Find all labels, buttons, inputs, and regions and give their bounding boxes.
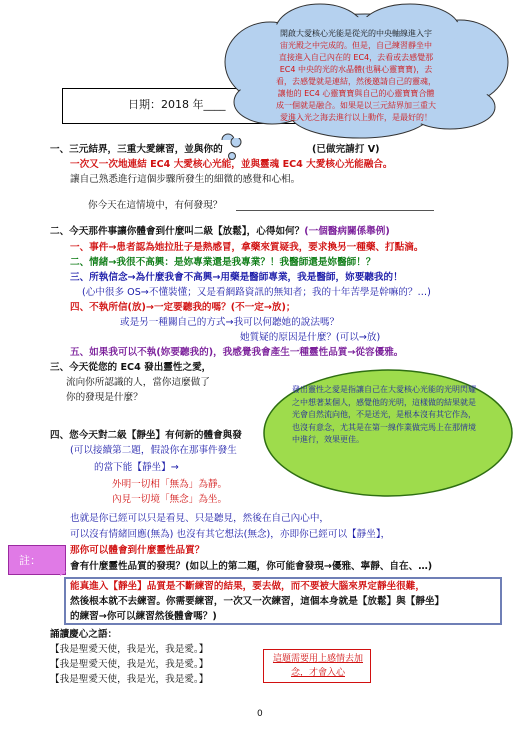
q1-line3: 讓自己熟悉進行這個步驟所發生的細微的感覺和心相。 [70, 174, 301, 185]
cloud-text [246, 28, 466, 124]
q4-line9: 會有什麼靈性品質的發現？(如以上的第二題，你可能會發現→優雅、寧靜、自在、…) [70, 561, 433, 572]
cloud-line-6: 讓他的 EC4 心靈寶寶與自己的心靈寶寶合體 [277, 89, 435, 98]
q2-item-4b: 或是另一種關自己的方式→我可以何聽她的說法嗎？ [120, 317, 340, 328]
note-line-2: 然後根本就不去練習。你需要練習，一次又一次練習，這個本身就是【放鬆】與【靜坐】 [70, 596, 445, 607]
cloud-line-7: 成一個就是融合。如果是以三元結界加三重大 [276, 101, 436, 110]
q4-line4: 外明一切相「無為」為靜。 [112, 479, 228, 490]
q2-item-3b: (心中很多 OS→不懂裝懂；又是看網路資訊的無知者；我的十年苦學是幹嘛的？…) [82, 287, 431, 298]
note-line-1: 能真進入【靜坐】品質是不斷練習的結果，要去做，而不要被大腦來界定靜坐很難， [70, 581, 425, 592]
cloud-line-2: 宙光殿之中完成的。但是，自己練習靜坐中 [280, 41, 432, 50]
q4-line8: 那你可以體會到什麼靈性品質？ [70, 545, 205, 556]
q2-title [50, 224, 390, 239]
page-number: 0 [257, 709, 263, 719]
cloud-line-8: 愛進入光之海去進行以上動作，是最好的！ [280, 113, 432, 122]
q2-item-4c: 她質疑的原因是什麼？(可以→放) [240, 332, 381, 343]
q1-line2: 一次又一次地連結 EC4 大愛核心光能，並與靈魂 EC4 大愛核心光能融合。 [70, 159, 393, 170]
mantra-line-3: 【我是聖愛天使，我是光，我是愛。】 [50, 674, 209, 685]
q2-title-example: (一個醫病關係舉例) [304, 226, 390, 237]
q1-title-text: 一、三元結界，三重大愛練習，並與你的 [50, 144, 223, 155]
cloud-line-3: 直接進入自己內在的 EC4，去看或去感覺那 [278, 53, 434, 62]
oval-text: 發出靈性之愛是指讓自己在大愛核心光能的光明閃耀之中想著某個人，感覺他的光明，這樣做的結果就是光會自然流向他，不是送光，是根本沒有其它作為，也沒有意念，尤其是在第一線作業做完馬上在那情境中進行，效果更佳。 [292, 385, 476, 444]
note-callout: 註： [8, 545, 66, 575]
q3-line2: 流向你所認識的人，當你這麼做了 [66, 377, 210, 388]
q1-question: 你今天在這情境中，有何發現？ [88, 200, 223, 211]
q2-item-1: 一、事件→患者認為她拉肚子是熱感冒，拿藥來質疑我，要求換另一種藥、打點滴。 [70, 242, 424, 253]
q4-line2: (可以接續第二題，假設你在那事件發生 [70, 445, 237, 456]
q2-title-text: 二、今天那件事讓你體會到什麼叫二級【放鬆】，心得如何？ [50, 226, 305, 237]
q4-line5: 內見一切境「無念」為坐。 [112, 494, 228, 505]
reminder-text: 這題需要用上感情去加念，才會入心 [272, 654, 363, 678]
q1-answer-line[interactable] [236, 210, 434, 211]
q3-line3: 你的發現是什麼？ [66, 392, 143, 403]
date-blank[interactable]: ____ [203, 98, 226, 111]
q2-item-3: 三、所執信念→為什麼我會不高興→用藥是醫師專業，我是醫師，妳要聽我的！ [70, 272, 403, 283]
q2-item-5: 五、如果我可以不執(妳要聽我的)，我感覺我會產生一種靈性品質→從容優雅。 [70, 347, 404, 358]
cloud-line-4: EC4 中央的光的水晶體(也稱心靈寶寶)，去 [279, 65, 433, 74]
q1-title [50, 142, 223, 157]
cloud-tail [226, 138, 246, 168]
q4-line3: 的當下能【靜坐】→ [94, 462, 179, 473]
mantra-title: 誦讀慶心之語： [50, 629, 118, 640]
q2-item-4: 四、不執所信(放)→一定要聽我的嗎？(不一定→放)； [70, 302, 296, 313]
q4-title: 四、您今天對二級【靜坐】有何新的體會與發 [50, 430, 242, 441]
mantra-line-2: 【我是聖愛天使，我是光，我是愛。】 [50, 659, 209, 670]
cloud-line-1: 開啟大愛核心光能是從光的中央軸線進入宇 [280, 29, 432, 38]
q4-line6: 也就是你已經可以只是看見、只是聽見，然後在自己內心中， [70, 513, 330, 524]
q3-line1: 三、今天從您的 EC4 發出靈性之愛， [50, 362, 212, 373]
mantra-line-1: 【我是聖愛天使，我是光，我是愛。】 [50, 644, 209, 655]
q4-line7: 可以沒有情緒回應(無為) 也沒有其它想法(無念)，亦即你已經可以【靜坐】， [70, 529, 391, 540]
cloud-line-5: 看，去感覺就是連結，然後邀請自己的靈魂， [276, 77, 436, 86]
q2-item-2: 二、情緒→我很不高興：是妳專業還是我專業？！我醫師還是妳醫師！？ [70, 257, 376, 268]
q1-done-hint: (已做完請打 V) [312, 144, 380, 155]
date-text: 日期：2018 年 [128, 98, 204, 111]
note-line-3: 的練習→你可以練習然後體會嗎？) [70, 611, 217, 622]
